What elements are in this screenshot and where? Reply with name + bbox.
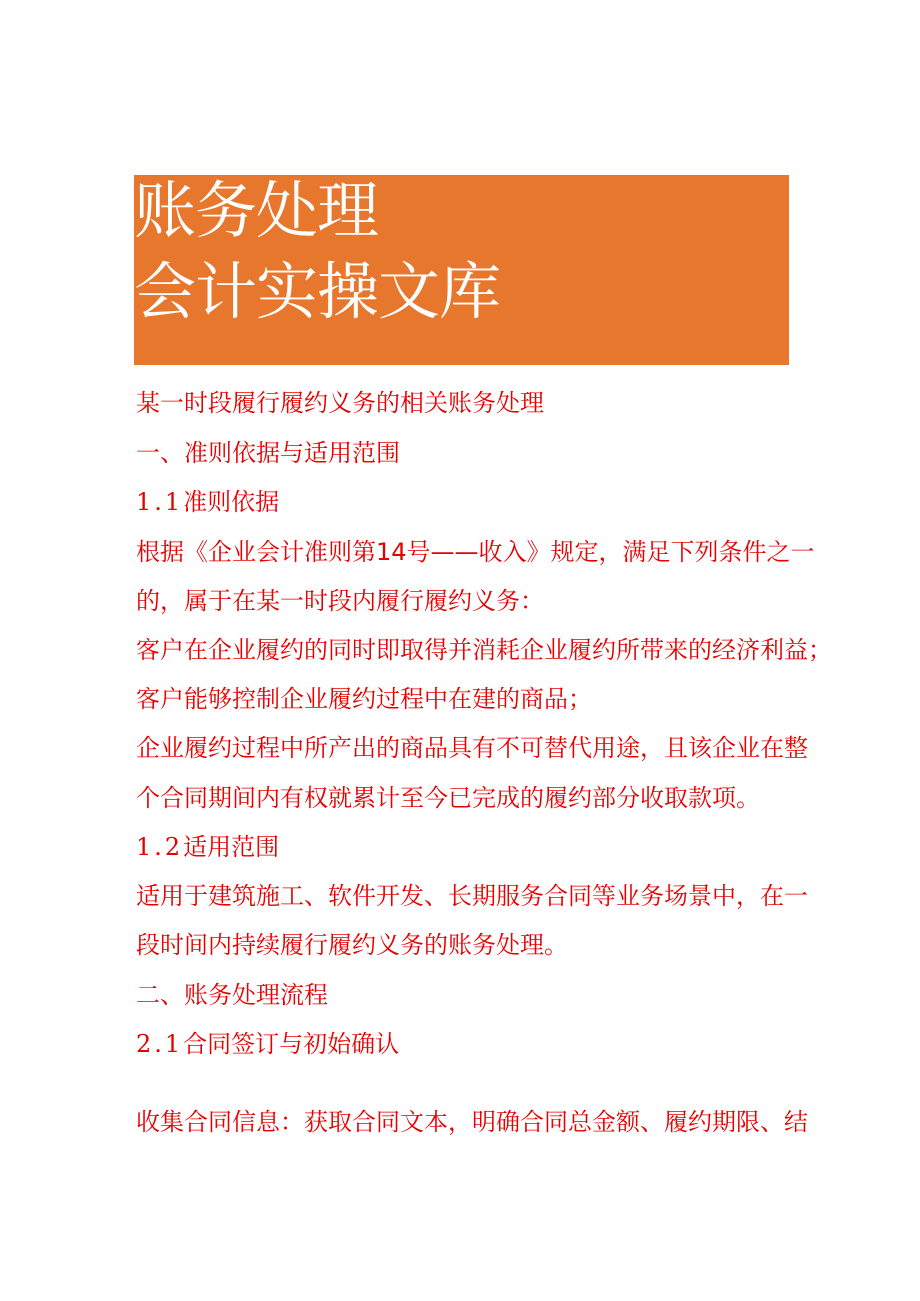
- banner-title-line2: 会计实操文库: [134, 255, 501, 328]
- paragraph-line: 段时间内持续履行履约义务的账务处理。: [136, 931, 568, 959]
- banner-title-line1: 账务处理: [134, 174, 379, 247]
- subsection-number: 1.1: [136, 488, 184, 516]
- section-heading-2: 二、账务处理流程: [136, 981, 328, 1009]
- subsection-heading-1-1: [136, 490, 279, 514]
- subsection-number: 2.1: [136, 1030, 184, 1058]
- condition-item-2: 客户能够控制企业履约过程中在建的商品；: [136, 685, 592, 713]
- paragraph-line: 适用于建筑施工、软件开发、长期服务合同等业务场景中，在一: [136, 882, 808, 910]
- subsection-title: 适用范围: [183, 833, 280, 861]
- subsection-number: 1.2: [136, 833, 184, 861]
- paragraph-line: 根据《企业会计准则第14号——收入》规定，满足下列条件之一: [136, 538, 815, 566]
- subsection-title: 合同签订与初始确认: [183, 1030, 400, 1058]
- document-title: 某一时段履行履约义务的相关账务处理: [136, 389, 544, 417]
- paragraph-line: 收集合同信息：获取合同文本，明确合同总金额、履约期限、结: [136, 1108, 808, 1136]
- paragraph-line: 的，属于在某一时段内履行履约义务：: [136, 587, 544, 615]
- condition-item-1: 客户在企业履约的同时即取得并消耗企业履约所带来的经济利益；: [136, 636, 832, 664]
- subsection-heading-1-2: [136, 835, 279, 859]
- section-heading-1: 一、准则依据与适用范围: [136, 439, 400, 467]
- condition-item-3-line2: 个合同期间内有权就累计至今已完成的履约部分收取款项。: [136, 784, 760, 812]
- subsection-title: 准则依据: [183, 488, 280, 516]
- subsection-heading-2-1: [136, 1032, 399, 1056]
- condition-item-3-line1: 企业履约过程中所产出的商品具有不可替代用途，且该企业在整: [136, 734, 808, 762]
